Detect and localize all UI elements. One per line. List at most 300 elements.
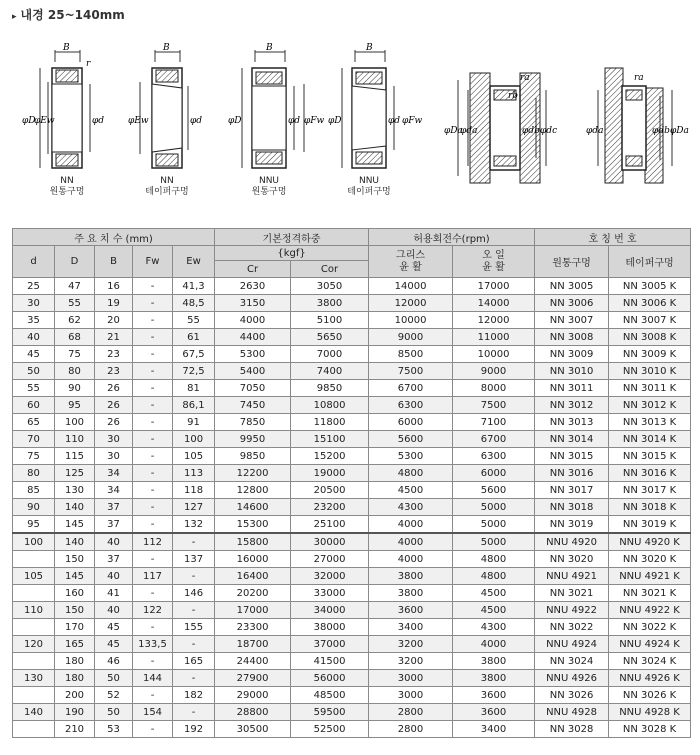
table-cell: 3800 (453, 670, 535, 687)
table-cell: 7400 (291, 363, 369, 380)
label-phi-d-inner: φd (288, 116, 301, 126)
table-cell: NN 3007 K (609, 312, 691, 329)
table-cell: 5000 (453, 533, 535, 551)
table-row (13, 551, 691, 568)
table-cell: 38000 (291, 619, 369, 636)
table-cell: NN 3020 (535, 551, 609, 568)
diagram-caption-1 (27, 176, 107, 198)
table-row (13, 295, 691, 312)
table-cell: 117 (133, 568, 173, 585)
table-cell: 150 (55, 551, 95, 568)
table-cell: 72,5 (173, 363, 215, 380)
table-cell: NN 3012 K (609, 397, 691, 414)
table-cell: 100 (13, 533, 55, 551)
diagram-mounting-nnu (586, 68, 689, 183)
table-cell: 86,1 (173, 397, 215, 414)
table-cell: NNU 4928 K (609, 704, 691, 721)
table-cell: 130 (13, 670, 55, 687)
table-cell: NN 3011 K (609, 380, 691, 397)
table-cell: 52 (95, 687, 133, 704)
table-cell: 37 (95, 516, 133, 534)
diagram-type: NN (160, 176, 174, 186)
table-cell: 6700 (369, 380, 453, 397)
table-cell: 133,5 (133, 636, 173, 653)
table-cell: 8500 (369, 346, 453, 363)
triangle-bullet-icon: ▸ (12, 12, 17, 22)
table-cell: 145 (55, 568, 95, 585)
table-cell: 15800 (215, 533, 291, 551)
table-cell: 23200 (291, 499, 369, 516)
table-cell: 3800 (453, 653, 535, 670)
table-cell: NN 3015 (535, 448, 609, 465)
table-cell: 150 (55, 602, 95, 619)
table-cell: 5650 (291, 329, 369, 346)
table-cell: 80 (13, 465, 55, 482)
table-cell: 118 (173, 482, 215, 499)
diagram-type: NNU (258, 176, 280, 186)
table-cell: - (133, 551, 173, 568)
table-cell: 4000 (369, 516, 453, 534)
table-cell: 25 (13, 278, 55, 295)
table-cell: 41500 (291, 653, 369, 670)
table-cell: 4000 (369, 551, 453, 568)
table-row (13, 636, 691, 653)
table-cell: 81 (173, 380, 215, 397)
table-cell: NN 3021 K (609, 585, 691, 602)
table-cell: NN 3019 (535, 516, 609, 534)
col-b: B (95, 246, 133, 278)
table-cell: - (133, 516, 173, 534)
table-cell: 65 (13, 414, 55, 431)
table-cell: NN 3009 K (609, 346, 691, 363)
table-cell: 120 (13, 636, 55, 653)
table-cell: 85 (13, 482, 55, 499)
label-phi-db: φdb (652, 126, 670, 136)
label-ra: ra (520, 73, 530, 83)
bearing-diagrams (0, 28, 700, 218)
table-cell: 3600 (453, 704, 535, 721)
table-cell: 55 (13, 380, 55, 397)
table-cell (13, 619, 55, 636)
table-cell: NN 3006 K (609, 295, 691, 312)
table-cell: 3600 (453, 687, 535, 704)
header-load-unit: {kgf} (215, 246, 369, 261)
table-cell: 34000 (291, 602, 369, 619)
table-cell: - (133, 619, 173, 636)
table-cell: 110 (13, 602, 55, 619)
table-cell: NN 3007 (535, 312, 609, 329)
diagram-nn-tapered (128, 43, 202, 168)
table-cell: NN 3020 K (609, 551, 691, 568)
table-cell: 37 (95, 499, 133, 516)
table-cell: - (133, 482, 173, 499)
table-row (13, 465, 691, 482)
table-cell: 100 (173, 431, 215, 448)
col-cor: Cor (291, 261, 369, 278)
table-cell: 50 (95, 670, 133, 687)
col-fw: Fw (133, 246, 173, 278)
table-cell: 37000 (291, 636, 369, 653)
table-cell: - (133, 653, 173, 670)
table-cell: - (173, 533, 215, 551)
label-phi-da: φda (460, 126, 478, 136)
table-cell: 132 (173, 516, 215, 534)
table-row (13, 482, 691, 499)
label-b: B (366, 43, 373, 53)
table-cell: 25100 (291, 516, 369, 534)
table-cell: NN 3019 K (609, 516, 691, 534)
page-title (12, 6, 125, 23)
table-cell: - (133, 295, 173, 312)
diagram-caption-3 (229, 176, 309, 198)
table-row (13, 516, 691, 534)
table-cell: 12800 (215, 482, 291, 499)
table-cell: 4400 (215, 329, 291, 346)
table-cell: 3800 (369, 568, 453, 585)
table-cell: NN 3015 K (609, 448, 691, 465)
label-phi-dc: φdc (540, 126, 558, 136)
table-cell: 30500 (215, 721, 291, 738)
table-cell: 4800 (453, 551, 535, 568)
table-cell: 23300 (215, 619, 291, 636)
table-cell: 20200 (215, 585, 291, 602)
table-cell: 144 (133, 670, 173, 687)
table-row (13, 721, 691, 738)
table-cell: 27900 (215, 670, 291, 687)
diagram-caption-4 (329, 176, 409, 198)
table-cell: 26 (95, 380, 133, 397)
table-cell: 5400 (215, 363, 291, 380)
table-row (13, 346, 691, 363)
table-cell: NN 3014 K (609, 431, 691, 448)
table-cell: - (133, 278, 173, 295)
table-cell: 30 (95, 448, 133, 465)
diagram-bore: 원통구멍 (49, 187, 85, 197)
table-cell: 115 (55, 448, 95, 465)
table-cell: 24400 (215, 653, 291, 670)
table-cell: 16400 (215, 568, 291, 585)
table-row (13, 687, 691, 704)
table-cell: 180 (55, 670, 95, 687)
table-cell: NN 3012 (535, 397, 609, 414)
table-cell: 10000 (453, 346, 535, 363)
diagram-nnu-tapered (328, 43, 423, 168)
table-cell: 4500 (453, 585, 535, 602)
diagram-nnu-cylindrical (228, 43, 325, 168)
diagram-bore: 테이퍼구멍 (347, 187, 391, 197)
table-cell: 190 (55, 704, 95, 721)
table-cell: 200 (55, 687, 95, 704)
table-cell: 23 (95, 346, 133, 363)
table-cell: 17000 (453, 278, 535, 295)
table-cell: NN 3022 (535, 619, 609, 636)
table-cell: 19000 (291, 465, 369, 482)
diagram-bore: 원통구멍 (251, 187, 287, 197)
label-phi-fw: φFw (304, 116, 325, 126)
table-cell: NN 3008 (535, 329, 609, 346)
table-cell: 30 (13, 295, 55, 312)
table-cell: 32000 (291, 568, 369, 585)
table-row (13, 602, 691, 619)
table-cell: 23 (95, 363, 133, 380)
table-cell: 146 (173, 585, 215, 602)
header-row-2 (13, 246, 691, 261)
table-row (13, 670, 691, 687)
table-cell: 75 (13, 448, 55, 465)
header-main-dimensions: 주 요 치 수 (mm) (13, 229, 215, 246)
table-cell: 113 (173, 465, 215, 482)
table-cell: 95 (13, 516, 55, 534)
table-cell: 5100 (291, 312, 369, 329)
header-row-1 (13, 229, 691, 246)
table-cell: 14600 (215, 499, 291, 516)
table-cell: - (133, 448, 173, 465)
table-cell: NN 3014 (535, 431, 609, 448)
table-cell: 18700 (215, 636, 291, 653)
table-cell: 160 (55, 585, 95, 602)
table-cell: NN 3021 (535, 585, 609, 602)
label-phi-da: φda (586, 126, 604, 136)
table-cell: 95 (55, 397, 95, 414)
table-cell: - (133, 397, 173, 414)
table-cell: NN 3017 K (609, 482, 691, 499)
table-cell (13, 687, 55, 704)
table-cell: NN 3011 (535, 380, 609, 397)
table-cell: 105 (173, 448, 215, 465)
table-row (13, 533, 691, 551)
table-cell: 55 (55, 295, 95, 312)
table-cell: NNU 4920 (535, 533, 609, 551)
table-cell: 12000 (369, 295, 453, 312)
label-rb: rb (508, 91, 519, 101)
label-phi-d-inner: φd (92, 116, 105, 126)
table-cell: 7500 (369, 363, 453, 380)
table-cell: 7450 (215, 397, 291, 414)
table-cell: 4800 (453, 568, 535, 585)
label-phi-d-outer: φD (328, 116, 342, 126)
table-cell: 182 (173, 687, 215, 704)
table-cell: - (173, 602, 215, 619)
table-cell: 46 (95, 653, 133, 670)
table-cell: 155 (173, 619, 215, 636)
table-cell: 59500 (291, 704, 369, 721)
table-cell: 4500 (369, 482, 453, 499)
table-cell: - (133, 499, 173, 516)
table-cell: 8000 (453, 380, 535, 397)
label-b: B (266, 43, 273, 53)
table-cell: - (173, 568, 215, 585)
col-oil: 오 일 윤 활 (453, 246, 535, 278)
table-cell: NNU 4926 K (609, 670, 691, 687)
table-cell: 52500 (291, 721, 369, 738)
table-cell: 28800 (215, 704, 291, 721)
table-cell: 45 (95, 636, 133, 653)
table-cell: 12000 (453, 312, 535, 329)
table-cell: 9000 (453, 363, 535, 380)
table-row (13, 653, 691, 670)
table-cell: NN 3018 (535, 499, 609, 516)
table-cell: 68 (55, 329, 95, 346)
table-cell: - (173, 704, 215, 721)
table-cell: 7100 (453, 414, 535, 431)
table-row (13, 397, 691, 414)
table-cell: 6300 (453, 448, 535, 465)
table-cell: 140 (55, 499, 95, 516)
table-cell: 45 (95, 619, 133, 636)
table-cell: 48,5 (173, 295, 215, 312)
diagram-type: NN (60, 176, 74, 186)
table-cell: - (133, 346, 173, 363)
table-cell: NN 3016 (535, 465, 609, 482)
table-cell: NNU 4924 (535, 636, 609, 653)
table-cell: - (173, 636, 215, 653)
table-cell: NN 3010 (535, 363, 609, 380)
table-cell: 5300 (215, 346, 291, 363)
table-cell: NNU 4926 (535, 670, 609, 687)
label-phi-ew: φEw (34, 116, 55, 126)
table-cell (13, 721, 55, 738)
table-cell: 70 (13, 431, 55, 448)
table-cell: - (133, 687, 173, 704)
col-ew: Ew (173, 246, 215, 278)
table-cell: 105 (13, 568, 55, 585)
table-row (13, 363, 691, 380)
table-cell: 12200 (215, 465, 291, 482)
table-cell: 30000 (291, 533, 369, 551)
table-cell: 210 (55, 721, 95, 738)
table-cell: 61 (173, 329, 215, 346)
table-cell: NN 3017 (535, 482, 609, 499)
table-row (13, 431, 691, 448)
table-cell: 192 (173, 721, 215, 738)
table-cell: 7500 (453, 397, 535, 414)
table-cell: 90 (55, 380, 95, 397)
table-cell: 47 (55, 278, 95, 295)
table-cell: 20 (95, 312, 133, 329)
table-cell: 40 (95, 568, 133, 585)
table-cell: 9850 (215, 448, 291, 465)
header-allowable-speed: 허용회전수(rpm) (369, 229, 535, 246)
table-cell: NN 3010 K (609, 363, 691, 380)
table-cell (13, 585, 55, 602)
table-cell: 5300 (369, 448, 453, 465)
table-cell: 9000 (369, 329, 453, 346)
table-cell: - (133, 721, 173, 738)
table-cell (13, 551, 55, 568)
table-cell: 15100 (291, 431, 369, 448)
table-cell: 11000 (453, 329, 535, 346)
col-tapered-bore: 테이퍼구멍 (609, 246, 691, 278)
table-cell: 60 (13, 397, 55, 414)
label-r: r (86, 59, 91, 69)
table-cell: - (133, 312, 173, 329)
table-cell: NN 3006 (535, 295, 609, 312)
label-ra: ra (634, 73, 644, 83)
table-cell: 2800 (369, 704, 453, 721)
label-phi-da-outer: φDa (670, 126, 689, 136)
table-cell: 19 (95, 295, 133, 312)
table-cell: NN 3013 (535, 414, 609, 431)
table-cell: 4500 (453, 602, 535, 619)
bearing-spec-table (12, 228, 691, 738)
table-cell: 11800 (291, 414, 369, 431)
col-cylindrical-bore: 원통구멍 (535, 246, 609, 278)
table-cell: 41,3 (173, 278, 215, 295)
table-cell: NN 3013 K (609, 414, 691, 431)
col-grease: 그리스 윤 활 (369, 246, 453, 278)
table-cell: NN 3028 K (609, 721, 691, 738)
label-phi-d-outer: φD (22, 116, 36, 126)
table-cell: 80 (55, 363, 95, 380)
table-cell: 7050 (215, 380, 291, 397)
label-b: B (163, 43, 170, 53)
table-cell: 6000 (453, 465, 535, 482)
table-cell: 170 (55, 619, 95, 636)
table-cell: 180 (55, 653, 95, 670)
table-cell: 14000 (369, 278, 453, 295)
table-cell: 67,5 (173, 346, 215, 363)
table-cell: 10800 (291, 397, 369, 414)
table-cell: NNU 4922 K (609, 602, 691, 619)
table-cell: 16 (95, 278, 133, 295)
table-cell: 3000 (369, 687, 453, 704)
label-phi-da-outer: φDa (444, 126, 463, 136)
table-row (13, 568, 691, 585)
table-cell: 6700 (453, 431, 535, 448)
table-cell: 3200 (369, 653, 453, 670)
table-cell: 37 (95, 551, 133, 568)
table-cell: 40 (95, 533, 133, 551)
table-cell: 15200 (291, 448, 369, 465)
table-cell: 45 (13, 346, 55, 363)
table-cell: 91 (173, 414, 215, 431)
table-cell: NN 3022 K (609, 619, 691, 636)
table-cell: 100 (55, 414, 95, 431)
table-row (13, 312, 691, 329)
table-cell: NNU 4921 (535, 568, 609, 585)
table-cell (13, 653, 55, 670)
table-cell: 130 (55, 482, 95, 499)
table-cell: 40 (95, 602, 133, 619)
col-outer-d: D (55, 246, 95, 278)
table-cell: 3200 (369, 636, 453, 653)
table-cell: 140 (55, 533, 95, 551)
table-cell: 3400 (453, 721, 535, 738)
table-cell: 112 (133, 533, 173, 551)
table-cell: 2800 (369, 721, 453, 738)
col-d: d (13, 246, 55, 278)
diagram-type: NNU (358, 176, 380, 186)
diagram-nn-cylindrical (22, 43, 104, 168)
table-cell: 50 (13, 363, 55, 380)
table-cell: 6000 (369, 414, 453, 431)
label-phi-d-inner: φd (190, 116, 203, 126)
table-cell: 26 (95, 397, 133, 414)
table-row (13, 619, 691, 636)
table-row (13, 499, 691, 516)
diagram-caption-2 (127, 176, 207, 198)
table-cell: 140 (13, 704, 55, 721)
table-cell: 5000 (453, 516, 535, 534)
label-b: B (63, 43, 70, 53)
table-cell: 30 (95, 431, 133, 448)
table-cell: 4800 (369, 465, 453, 482)
table-cell: NN 3005 (535, 278, 609, 295)
table-cell: 3800 (291, 295, 369, 312)
table-cell: 26 (95, 414, 133, 431)
table-cell: 10000 (369, 312, 453, 329)
table-cell: NN 3008 K (609, 329, 691, 346)
